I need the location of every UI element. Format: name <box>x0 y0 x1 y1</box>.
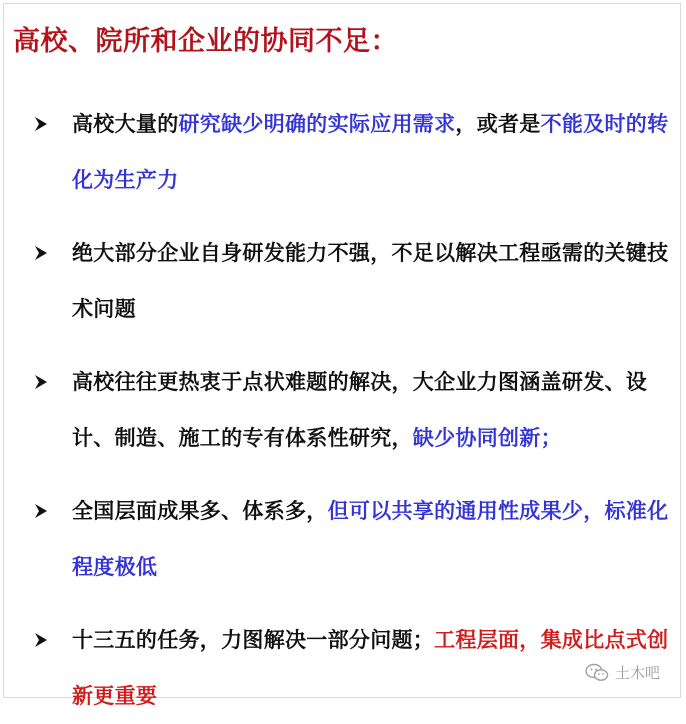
bullet-text <box>72 241 668 321</box>
wechat-icon <box>585 663 609 683</box>
arrow-bullet-icon <box>30 96 56 152</box>
bullet-segment: 全国层面成果多、体系多， <box>72 499 328 523</box>
bullet-segment-highlight: 研究缺少明确的实际应用需求 <box>178 112 456 136</box>
watermark-text: 土木吧 <box>614 664 660 682</box>
bullet-text <box>72 370 647 450</box>
bullet-segment-highlight: 但可以共享的通用性成果少，标准化程度极低 <box>72 499 669 579</box>
bullet-item-1 <box>30 96 670 208</box>
bullet-item-5 <box>30 612 670 724</box>
bullet-segment: 高校往往更热衷于点状难题的解决，大企业力图涵盖研发、设计、制造、施工的专有体系性研究， <box>72 370 648 450</box>
bullet-text <box>72 499 668 579</box>
bullet-text <box>72 112 668 192</box>
bullet-segment-highlight: 不能及时的转化为生产力 <box>72 112 669 192</box>
bullet-segment: 绝大部分企业自身研发能力不强，不足以解决工程亟需的关键技术问题 <box>72 241 669 321</box>
arrow-bullet-icon <box>30 354 56 410</box>
bullet-item-4 <box>30 483 670 595</box>
bullet-segment-emphasis: 工程层面，集成比点式创新更重要 <box>72 628 669 708</box>
bullet-item-2 <box>30 225 670 337</box>
bullet-list <box>30 96 670 724</box>
watermark <box>585 662 660 683</box>
arrow-bullet-icon <box>30 225 56 281</box>
bullet-item-3 <box>30 354 670 466</box>
bullet-segment: 十三五的任务，力图解决一部分问题； <box>72 628 435 652</box>
bullet-segment-highlight: 缺少协同创新； <box>412 426 562 450</box>
arrow-bullet-icon <box>30 612 56 668</box>
bullet-text <box>72 628 668 708</box>
bullet-segment: 高校大量的 <box>72 112 179 136</box>
bullet-segment: ，或者是 <box>455 112 541 136</box>
slide-title: 高校、院所和企业的协同不足： <box>13 26 398 57</box>
arrow-bullet-icon <box>30 483 56 539</box>
